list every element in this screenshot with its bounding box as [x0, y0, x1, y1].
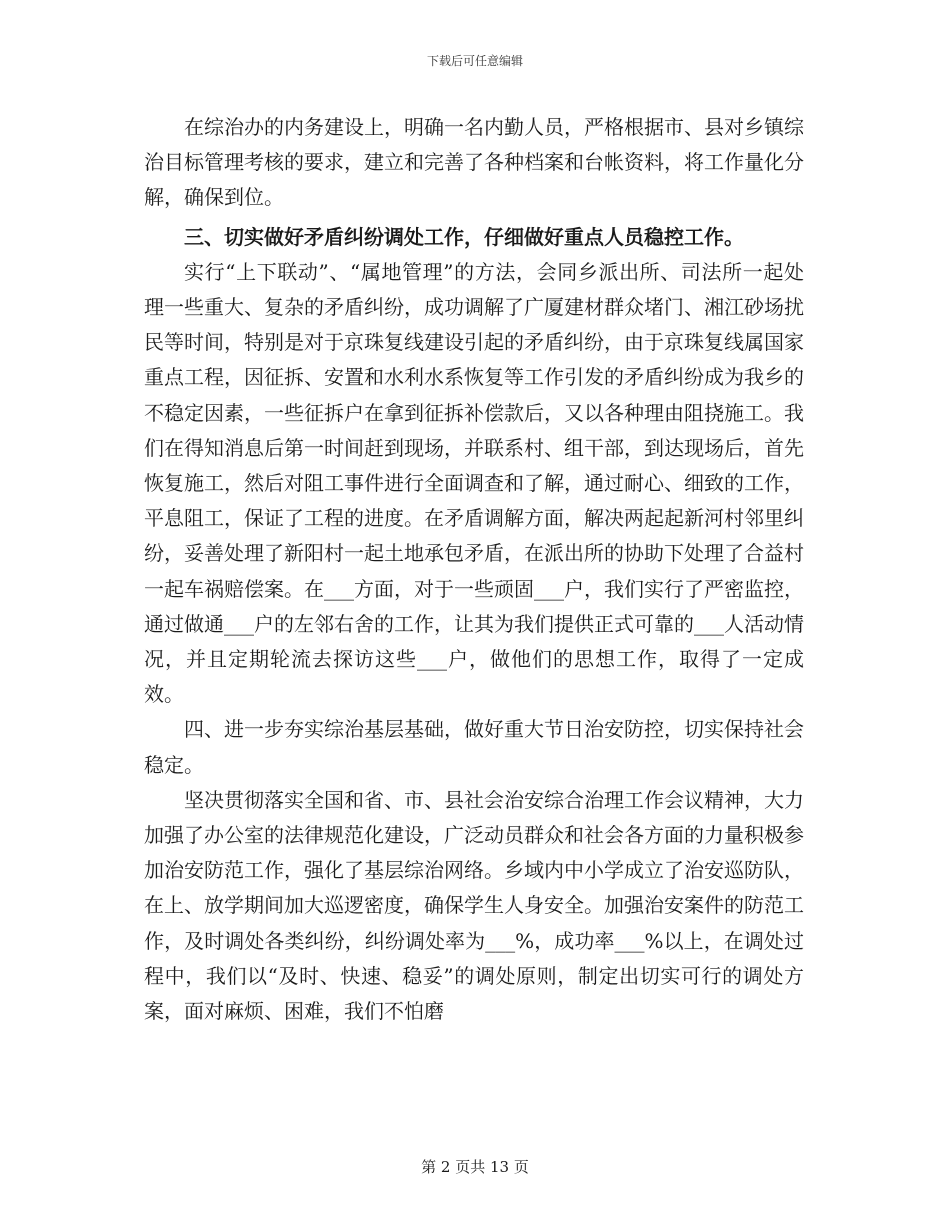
section-heading-3: 三、切实做好矛盾纠纷调处工作，仔细做好重点人员稳控工作。 — [184, 224, 744, 249]
document-body — [144, 110, 804, 1029]
section-heading-4: 四、进一步夯实综治基层基础，做好重大节日治安防控，切实保持社会稳定。 — [144, 717, 804, 777]
paragraph-dispute-mediation: 实行“上下联动”、“属地管理”的方法，会同乡派出所、司法所一起处理一些重大、复杂的矛盾纠纷，成功调解了广厦建材群众堵门、湘江砂场扰民等时间，特别是对于京珠复线建设引起的矛盾纠纷，由于京珠复线属国家重点工程，因征拆、安置和水利水系恢复等工作引发的矛盾纠纷成为我乡的不稳定因素，一些征拆户在拿到征拆补偿款后，又以各种理由阻挠施工。我们在得知消息后第一时间赶到现场，并联系村、组干部，到达现场后，首先恢复施工，然后对阻工事件进行全面调查和了解，通过耐心、细致的工作，平息阻工，保证了工程的进度。在矛盾调解方面，解决两起起新河村邻里纠纷，妥善处理了新阳村一起土地承包矛盾，在派出所的协助下处理了合益村一起车祸赔偿案。在___方面，对于一些顽固___户，我们实行了严密监控，通过做通___户的左邻右舍的工作，让其为我们提供正式可靠的___人活动情况，并且定期轮流去探访这些___户，做他们的思想工作，取得了一定成效。 — [144, 259, 804, 707]
page-header: 下载后可任意编辑 — [426, 54, 523, 68]
page-footer: 第 2 页共 13 页 — [421, 1158, 529, 1176]
paragraph-internal-affairs: 在综治办的内务建设上，明确一名内勤人员，严格根据市、县对乡镇综治目标管理考核的要求，建立和完善了各种档案和台帐资料，将工作量化分解，确保到位。 — [144, 115, 804, 210]
paragraph-social-security: 坚决贯彻落实全国和省、市、县社会治安综合治理工作会议精神，大力加强了办公室的法律规范化建设，广泛动员群众和社会各方面的力量积极参加治安防范工作，强化了基层综治网络。乡域内中小学成立了治安巡防队，在上、放学期间加大巡逻密度，确保学生人身安全。加强治安案件的防范工作，及时调处各类纠纷，纠纷调处率为___%，成功率___%以上，在调处过程中，我们以“及时、快速、稳妥”的调处原则，制定出切实可行的调处方案，面对麻烦、困难，我们不怕磨 — [144, 787, 804, 1024]
